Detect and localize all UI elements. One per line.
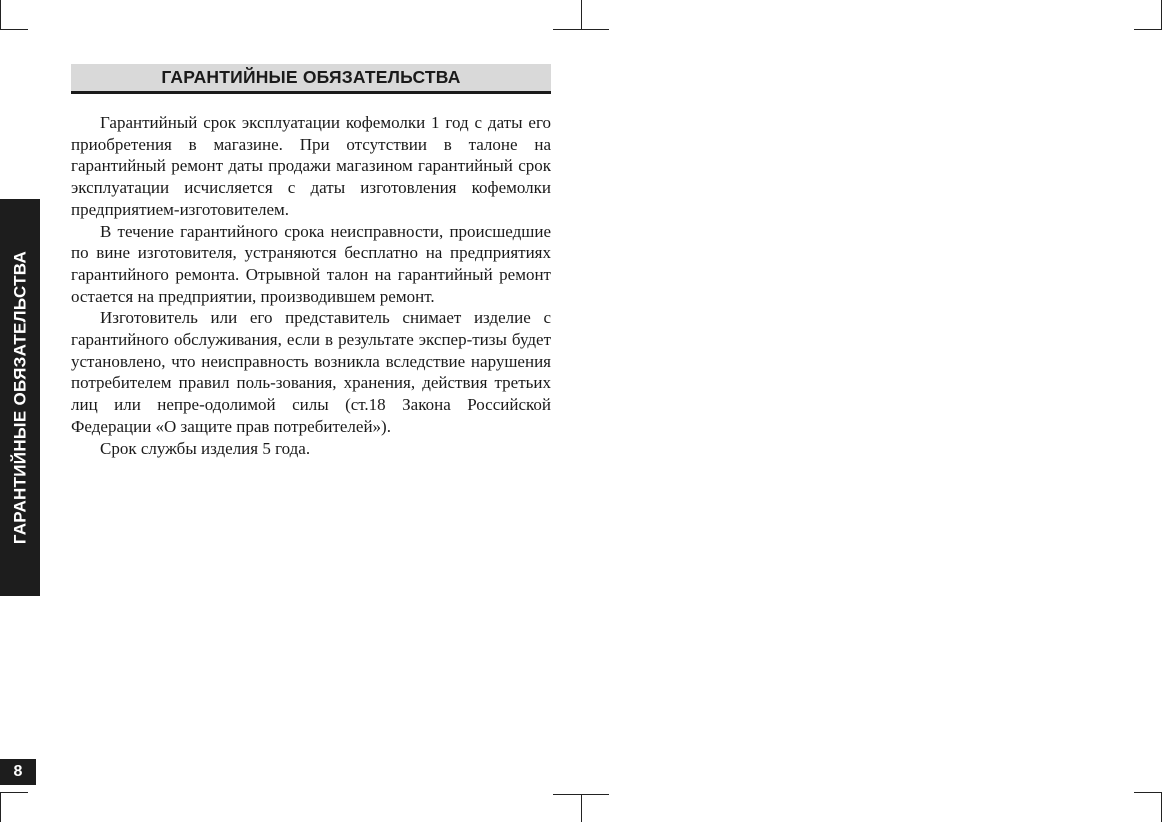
paragraph: В течение гарантийного срока неисправности, происшедшие по вине изготовителя, устраняются бесплатно на предприятиях гарантийного ремонта. Отрывной талон на гарантийный ремонт остается на предприятии, производившем ремонт. <box>71 221 551 306</box>
warranty-text <box>71 112 551 459</box>
crop-mark <box>0 792 1 822</box>
crop-mark <box>0 0 1 30</box>
crop-mark <box>1134 29 1162 30</box>
side-tab-title: ГАРАНТИЙНЫЕ ОБЯЗАТЕЛЬСТВА <box>10 250 30 545</box>
crop-mark <box>581 0 582 30</box>
side-tab <box>0 199 40 596</box>
paragraph: Гарантийный срок эксплуатации кофемолки 1 год с даты его приобретения в магазине. При отсутствии в талоне на гарантийный ремонт даты продажи магазином гарантийный срок эксплуатации исчисляется с даты изготовления кофемолки предприятием-изготовителем. <box>71 113 551 219</box>
crop-mark <box>553 29 609 30</box>
section-header <box>71 64 551 94</box>
crop-mark <box>553 794 609 795</box>
crop-mark <box>0 792 28 793</box>
crop-mark <box>1134 792 1162 793</box>
crop-mark <box>0 29 28 30</box>
paragraph: Изготовитель или его представитель снимает изделие с гарантийного обслуживания, если в результате экспер-тизы будет установлено, что неисправность возникла вследствие нарушения потребителем правил поль-зования, хранения, действия третьих лиц или непре-одолимой силы (ст.18 Закона Российской Федерации «О защите прав потребителей»). <box>71 308 551 436</box>
section-title: ГАРАНТИЙНЫЕ ОБЯЗАТЕЛЬСТВА <box>161 67 461 87</box>
crop-mark <box>581 794 582 822</box>
page-number: 8 <box>0 759 36 785</box>
paragraph: Срок службы изделия 5 года. <box>100 438 311 458</box>
